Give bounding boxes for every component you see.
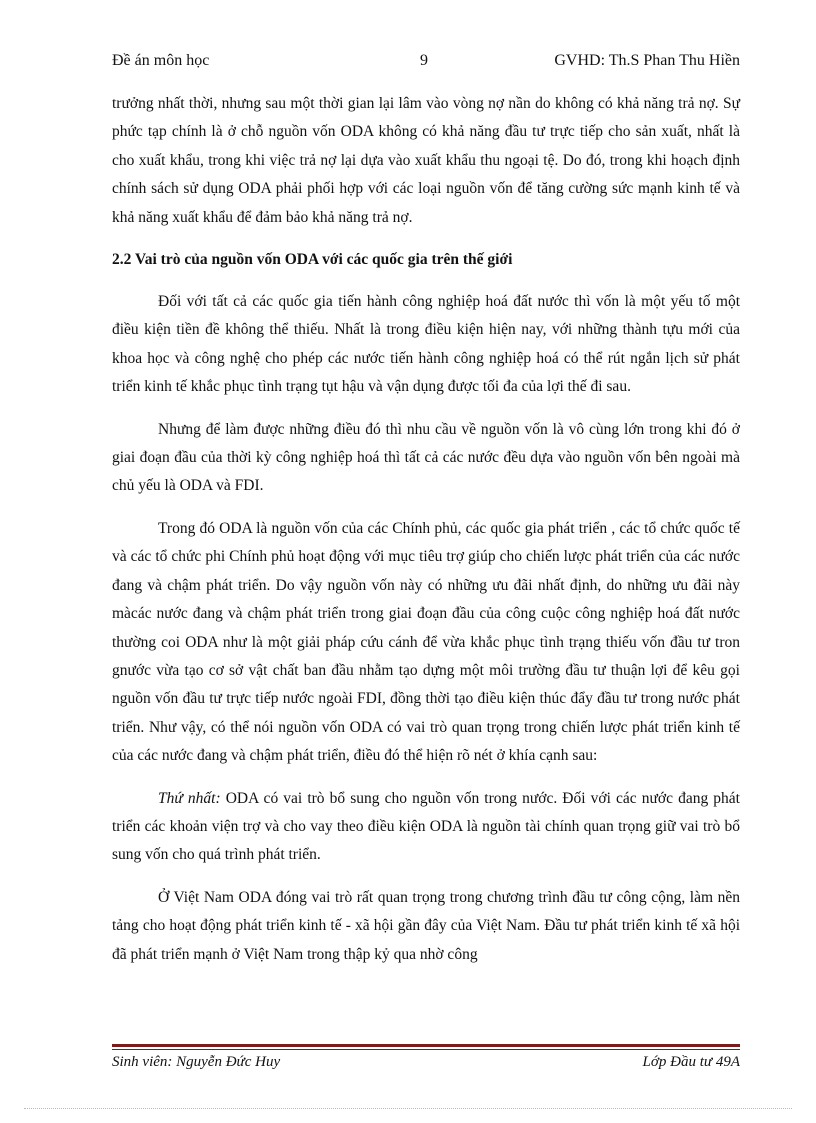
header-supervisor: GVHD: Th.S Phan Thu Hiền (554, 52, 740, 69)
footer-divider-thin (112, 1049, 740, 1050)
paragraph: trưởng nhất thời, nhưng sau một thời gian lại lâm vào vòng nợ nần do không có khả năng trả nợ. Sự phức tạp chính là ở chỗ nguồn vốn ODA không có khả năng đầu tư trực tiếp cho sản xuất, nhất là cho xuất khẩu, trong khi việc trả nợ lại dựa vào xuất khẩu thu ngoại tệ. Do đó, trong khi hoạch định chính sách sử dụng ODA phải phối hợp với các loại nguồn vốn để tăng cường sức mạnh kinh tế và khả năng xuất khẩu để đảm bảo khả năng trả nợ. (112, 95, 740, 226)
first-point-text: ODA có vai trò bổ sung cho nguồn vốn trong nước. Đối với các nước đang phát triển các khoản viện trợ và cho vay theo điều kiện ODA là nguồn tài chính quan trọng giữ vai trò bổ sung vốn cho quá trình phát triển. (112, 789, 740, 864)
paragraph: Nhưng để làm được những điều đó thì nhu cầu về nguồn vốn là vô cùng lớn trong khi đó ở giai đoạn đầu của thời kỳ công nghiệp hoá thì tất cả các nước đều dựa vào nguồn vốn bên ngoài mà chủ yếu là ODA và FDI. (112, 420, 740, 495)
header-course-title: Đề án môn học (112, 52, 210, 69)
document-body (112, 90, 740, 983)
paragraph: Ở Việt Nam ODA đóng vai trò rất quan trọng trong chương trình đầu tư công cộng, làm nền tảng cho hoạt động phát triển kinh tế - xã hội gần đây của Việt Nam. Đầu tư phát triển kinh tế xã hội đã phát triển mạnh ở Việt Nam trong thập kỷ qua nhờ công (112, 888, 740, 963)
paragraph: Đối với tất cả các quốc gia tiến hành công nghiệp hoá đất nước thì vốn là một yếu tố một điều kiện tiền đề không thể thiếu. Nhất là trong điều kiện hiện nay, với những thành tựu mới của khoa học và công nghệ cho phép các nước tiến hành công nghiệp hoá có thể rút ngắn lịch sử phát triển kinh tế khắc phục tình trạng tụt hậu và vận dụng được tối đa của lợi thế đi sau. (112, 293, 740, 396)
page-number: 9 (420, 52, 428, 69)
paragraph: Trong đó ODA là nguồn vốn của các Chính phủ, các quốc gia phát triển , các tổ chức quốc tế và các tổ chức phi Chính phủ hoạt động với mục tiêu trợ giúp cho chiến lược phát triển của các nước đang và chậm phát triển. Do vậy nguồn vốn này có những ưu đãi nhất định, do những ưu đãi này màcác nước đang và chậm phát triển trong giai đoạn đầu của công cuộc công nghiệp hoá đất nước thường coi ODA như là một giải pháp cứu cánh để vừa khắc phục tình trạng thiếu vốn đầu tư tron gnước vừa tạo cơ sở vật chất ban đầu nhằm tạo dựng một môi trường đầu tư thuận lợi để kêu gọi nguồn vốn đầu tư trực tiếp nước ngoài FDI, đồng thời tạo điều kiện thúc đẩy đầu tư trong nước phát triển. Như vậy, có thể nói nguồn vốn ODA có vai trò quan trọng trong chiến lược phát triển kinh tế của các nước đang và chậm phát triển, điều đó thể hiện rõ nét ở khía cạnh sau: (112, 519, 740, 765)
paragraph-first-point (112, 785, 740, 870)
page-header (112, 52, 740, 74)
page-bottom-dotted-line (24, 1108, 792, 1109)
page-footer (112, 1054, 740, 1076)
footer-divider-thick (112, 1044, 740, 1047)
first-point-label: Thứ nhất: (158, 789, 221, 807)
footer-class: Lớp Đầu tư 49A (642, 1054, 740, 1070)
section-heading: 2.2 Vai trò của nguồn vốn ODA với các quốc gia trên thế giới (112, 251, 513, 269)
footer-student: Sinh viên: Nguyễn Đức Huy (112, 1054, 281, 1070)
